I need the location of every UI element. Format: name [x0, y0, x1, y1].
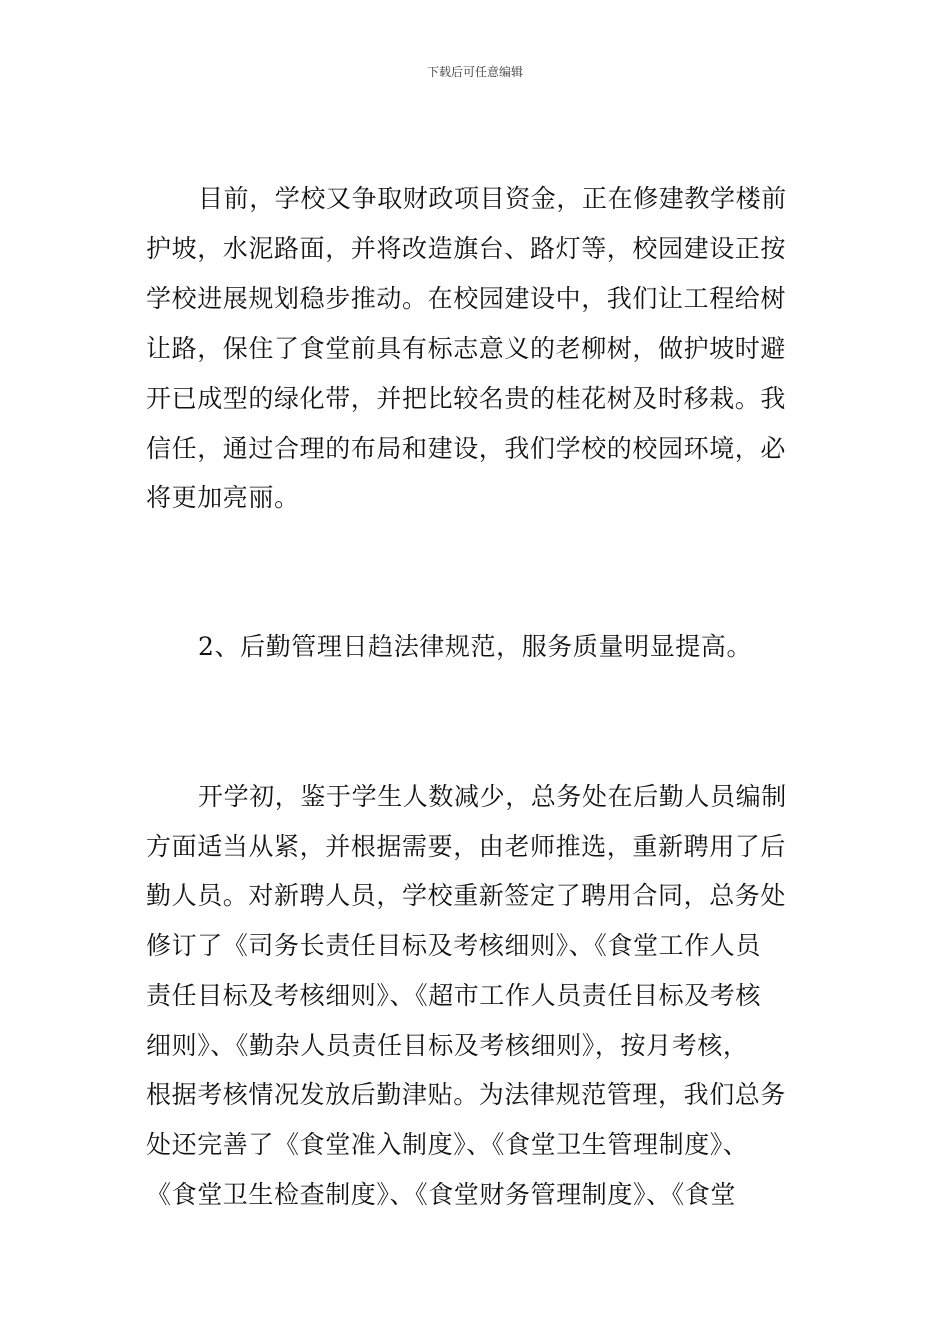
paragraph-line: 目前，学校又争取财政项目资金，正在修建教学楼前	[198, 184, 787, 213]
paragraph-line: 根据考核情况发放后勤津贴。为法律规范管理，我们总务	[146, 1080, 787, 1109]
paragraph-line: 让路，保住了食堂前具有标志意义的老柳树，做护坡时避	[146, 334, 787, 363]
paragraph-line: 学校进展规划稳步推动。在校园建设中，我们让工程给树	[146, 284, 787, 313]
paragraph-line: 开已成型的绿化带，并把比较名贵的桂花树及时移栽。我	[146, 384, 787, 413]
paragraph-line: 开学初，鉴于学生人数减少，总务处在后勤人员编制	[198, 782, 787, 811]
page-header: 下载后可任意编辑	[426, 65, 523, 79]
paragraph-line: 信任，通过合理的布局和建设，我们学校的校园环境，必	[146, 434, 787, 463]
paragraph-line: 勤人员。对新聘人员，学校重新签定了聘用合同，总务处	[146, 881, 787, 910]
paragraph-line: 修订了《司务长责任目标及考核细则》、《食堂工作人员	[146, 931, 762, 960]
paragraph-line: 细则》、《勤杂人员责任目标及考核细则》，按月考核，	[146, 1031, 749, 1060]
paragraph-line: 处还完善了《食堂准入制度》、《食堂卫生管理制度》、	[146, 1130, 749, 1159]
paragraph-line: 方面适当从紧，并根据需要，由老师推选，重新聘用了后	[146, 832, 787, 861]
paragraph-line: 责任目标及考核细则》、《超市工作人员责任目标及考核	[146, 981, 762, 1010]
paragraph-line: 将更加亮丽。	[146, 483, 300, 512]
section-heading: 2、后勤管理日趋法律规范，服务质量明显提高。	[198, 632, 753, 661]
paragraph-line: 《食堂卫生检查制度》、《食堂财务管理制度》、《食堂	[146, 1180, 737, 1209]
paragraph-line: 护坡，水泥路面，并将改造旗台、路灯等，校园建设正按	[146, 234, 787, 263]
